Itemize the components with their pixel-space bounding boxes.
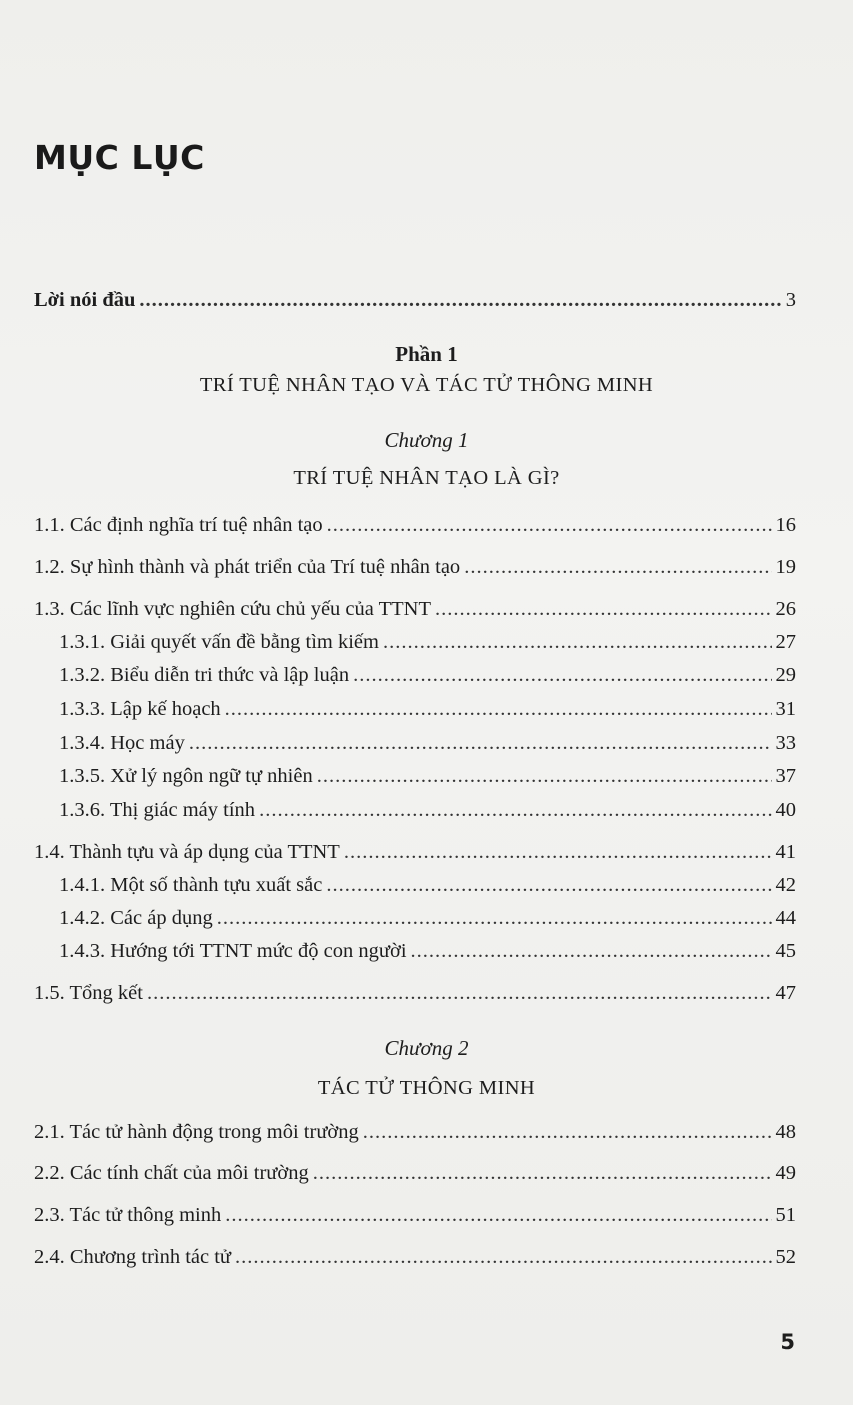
toc-entry (34, 840, 796, 864)
toc-entry-page: 52 (775, 1246, 796, 1268)
toc-entry-page: 44 (775, 907, 796, 929)
toc-entry-label: 1.4.2. Các áp dụng (59, 907, 213, 929)
toc-entry-page: 40 (775, 799, 796, 821)
leader-dots (217, 906, 772, 930)
leader-dots (411, 939, 772, 963)
toc-entry (59, 731, 796, 755)
page-number: 5 (780, 1330, 795, 1354)
toc-entry-page: 33 (775, 732, 796, 754)
leader-dots (363, 1120, 772, 1144)
leader-dots (435, 597, 772, 621)
leader-dots (344, 840, 772, 864)
leader-dots (259, 798, 771, 822)
toc-entry-page: 51 (775, 1204, 796, 1226)
toc-entry-label: 1.3.6. Thị giác máy tính (59, 799, 256, 821)
part-title: TRÍ TUỆ NHÂN TẠO VÀ TÁC TỬ THÔNG MINH (199, 374, 654, 396)
toc-entry-page: 45 (775, 940, 796, 962)
toc-entry-label: 1.4. Thành tựu và áp dụng của TTNT (34, 841, 340, 863)
leader-dots (464, 555, 771, 579)
leader-dots (225, 1203, 771, 1227)
toc-entry-label: 1.3.1. Giải quyết vấn đề bằng tìm kiếm (59, 631, 379, 653)
toc-entry-label: 1.3.5. Xử lý ngôn ngữ tự nhiên (59, 765, 313, 787)
toc-entry-label: 1.5. Tổng kết (34, 982, 143, 1004)
toc-entry-page: 29 (775, 664, 796, 686)
toc-entry-page: 42 (775, 874, 796, 896)
chapter-title: TRÍ TUỆ NHÂN TẠO LÀ GÌ? (293, 467, 560, 489)
leader-dots (353, 663, 771, 687)
toc-entry-label: 2.1. Tác tử hành động trong môi trường (34, 1121, 359, 1143)
toc-entry (59, 873, 796, 897)
leader-dots (225, 697, 772, 721)
toc-entry (59, 764, 796, 788)
toc-entry (34, 555, 796, 579)
toc-entry (59, 798, 796, 822)
toc-entry-label: 1.4.3. Hướng tới TTNT mức độ con người (59, 940, 407, 962)
toc-entry (34, 1161, 796, 1185)
toc-entry (34, 981, 796, 1005)
toc-entry-page: 27 (775, 631, 796, 653)
leader-dots (326, 873, 771, 897)
toc-entry-label: 1.1. Các định nghĩa trí tuệ nhân tạo (34, 514, 323, 536)
toc-entry-page: 19 (775, 556, 796, 578)
leader-dots (139, 288, 781, 312)
toc-entry (59, 630, 796, 654)
toc-entry-page: 49 (775, 1162, 796, 1184)
toc-entry-label: 1.3.2. Biểu diễn tri thức và lập luận (59, 664, 350, 686)
chapter-title: TÁC TỬ THÔNG MINH (317, 1077, 536, 1099)
toc-entry-page: 16 (775, 514, 796, 536)
toc-entry-page: 47 (775, 982, 796, 1004)
toc-entry-label: Lời nói đầu (34, 289, 136, 311)
chapter-label: Chương 1 (384, 428, 469, 452)
leader-dots (147, 981, 772, 1005)
toc-entry-page: 41 (775, 841, 796, 863)
toc-entry (59, 663, 796, 687)
part-label: Phần 1 (395, 342, 458, 366)
toc-entry-page: 37 (775, 765, 796, 787)
leader-dots (383, 630, 772, 654)
toc-entry (34, 1245, 796, 1269)
toc-entry (34, 1120, 796, 1144)
toc-entry-page: 26 (775, 598, 796, 620)
toc-entry-label: 1.3.4. Học máy (59, 732, 185, 754)
leader-dots (235, 1245, 771, 1269)
toc-entry-page: 31 (775, 698, 796, 720)
page-title: MỤC LỤC (34, 138, 205, 177)
toc-entry (59, 939, 796, 963)
toc-entry-page: 3 (785, 289, 796, 311)
leader-dots (327, 513, 772, 537)
toc-entry-preface (34, 288, 796, 312)
toc-entry-label: 2.2. Các tính chất của môi trường (34, 1162, 309, 1184)
chapter-label: Chương 2 (384, 1036, 469, 1060)
toc-entry-label: 1.3. Các lĩnh vực nghiên cứu chủ yếu của TTNT (34, 598, 431, 620)
toc-entry-label: 2.3. Tác tử thông minh (34, 1204, 222, 1226)
toc-entry-label: 2.4. Chương trình tác tử (34, 1246, 232, 1268)
toc-entry (59, 906, 796, 930)
leader-dots (313, 1161, 772, 1185)
toc-entry (34, 597, 796, 621)
leader-dots (317, 764, 772, 788)
leader-dots (189, 731, 772, 755)
toc-entry (34, 1203, 796, 1227)
toc-entry (34, 513, 796, 537)
toc-entry-label: 1.3.3. Lập kế hoạch (59, 698, 221, 720)
toc-entry-label: 1.2. Sự hình thành và phát triển của Trí tuệ nhân tạo (34, 556, 461, 578)
toc-entry-page: 48 (775, 1121, 796, 1143)
toc-entry (59, 697, 796, 721)
toc-entry-label: 1.4.1. Một số thành tựu xuất sắc (59, 874, 323, 896)
